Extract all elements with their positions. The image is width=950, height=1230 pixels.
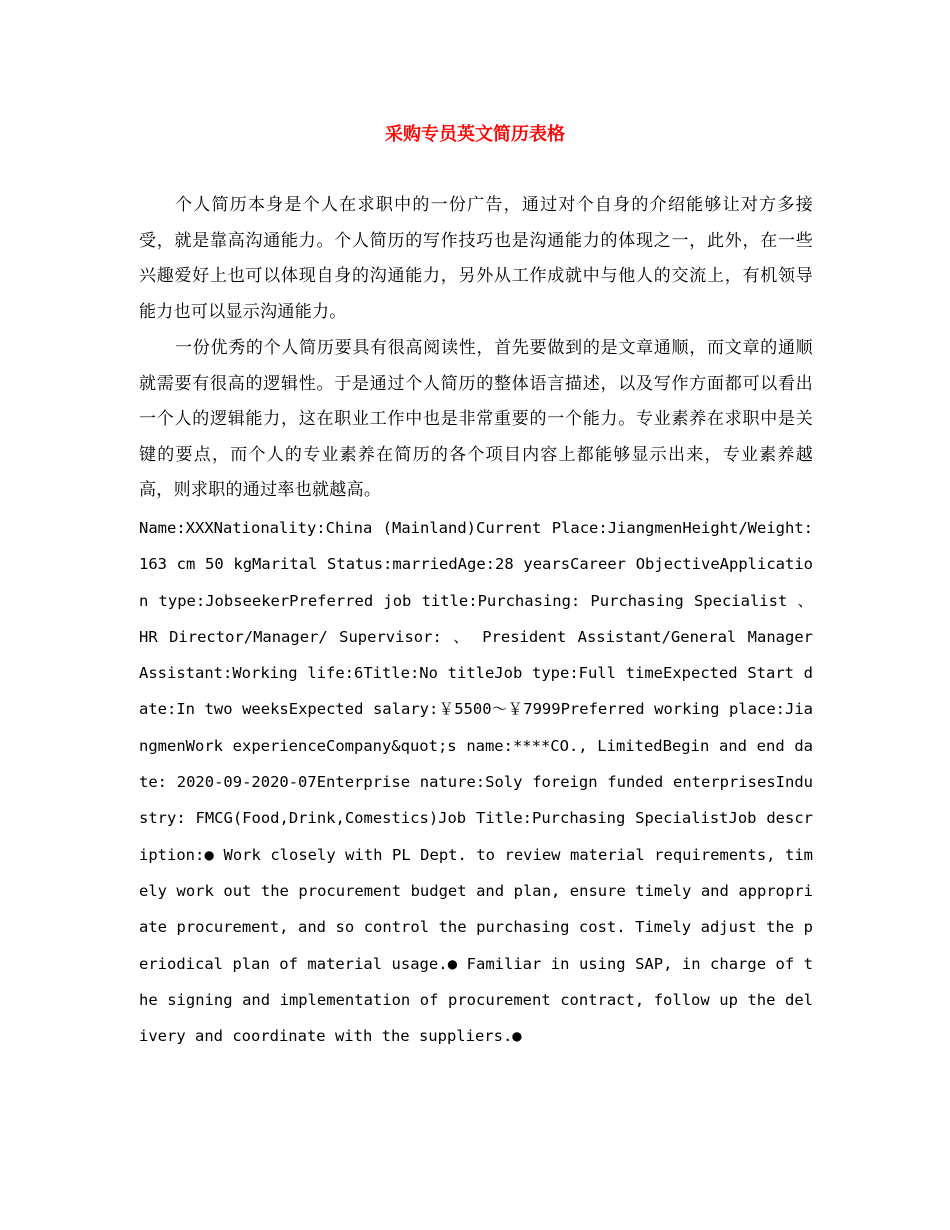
resume-details: Name:XXXNationality:China (Mainland)Current Place:JiangmenHeight/Weight:163 cm 50 kgMarital Status:marriedAge:28 yearsCareer ObjectiveApplication type:JobseekerPreferred job title:Purchasing: Purchasing Specialist 、 HR Director/Manager/ Supervisor: 、 President Assistant/General Manager Assistant:Working life:6Title:No titleJob type:Full timeExpected Start date:In two weeksExpected salary:￥5500～￥7999Preferred working place:JiangmenWork experienceCompany&quot;s name:****CO., LimitedBegin and end date: 2020-09-2020-07Enterprise nature:Soly foreign funded enterprisesIndustry: FMCG(Food,Drink,Comestics)Job Title:Purchasing SpecialistJob description:● Work closely with PL Dept. to review material requirements, timely work out the procurement budget and plan, ensure timely and appropriate procurement, and so control the purchasing cost. Timely adjust the periodical plan of material usage.● Familiar in using SAP, in charge of the signing and implementation of procurement contract, follow up the delivery and coordinate with the suppliers.● bbox=[139, 519, 813, 1046]
document-title: 采购专员英文简历表格 bbox=[385, 124, 565, 145]
body-paragraph: 一份优秀的个人简历要具有很高阅读性，首先要做到的是文章通顺，而文章的通顺就需要有很高的逻辑性。于是通过个人简历的整体语言描述，以及写作方面都可以看出一个人的逻辑能力，这在职业工作中也是非常重要的一个能力。专业素养在求职中是关键的要点，而个人的专业素养在简历的各个项目内容上都能够显示出来，专业素养越高，则求职的通过率也就越高。 bbox=[139, 338, 813, 500]
intro-paragraph: 个人简历本身是个人在求职中的一份广告，通过对个自身的介绍能够让对方多接受，就是靠高沟通能力。个人简历的写作技巧也是沟通能力的体现之一，此外，在一些兴趣爱好上也可以体现自身的沟通能力，另外从工作成就中与他人的交流上，有机领导能力也可以显示沟通能力。 bbox=[139, 195, 813, 322]
